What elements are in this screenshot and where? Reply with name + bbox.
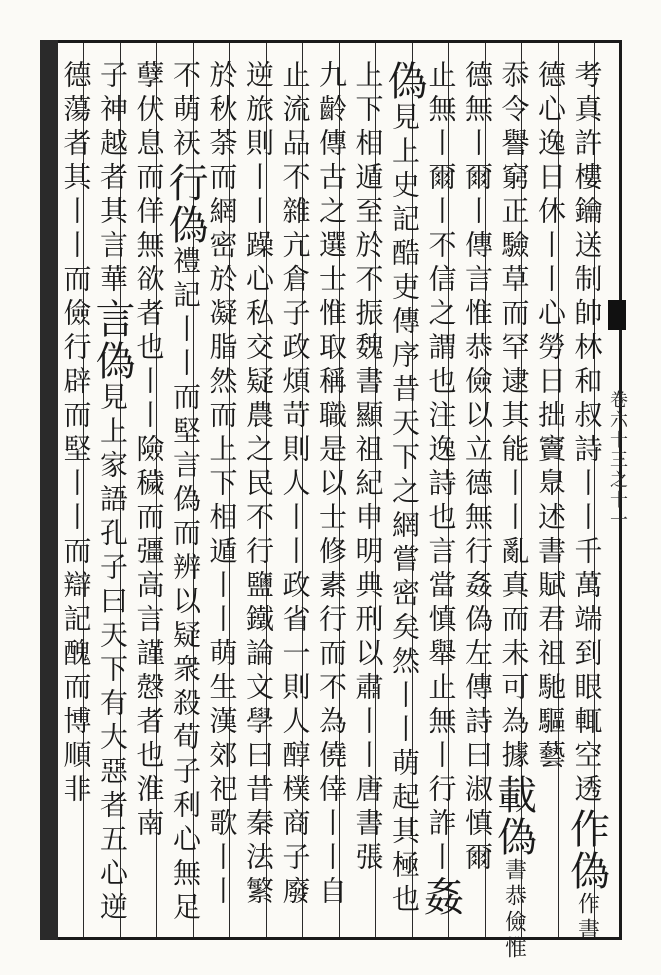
headword: 作偽 <box>563 808 610 892</box>
text-segment: 不萌祆 <box>169 60 202 162</box>
fishtail-mark <box>608 300 626 330</box>
text-segment: 見上家語孔子曰天下有大惡者五心逆 <box>96 382 129 926</box>
text-segment: 止流品不雜亢倉子政煩苛則人丨丨政省一則人醇樸商子廢 <box>278 60 312 910</box>
text-segment: 子神越者其言華 <box>96 60 129 298</box>
text-segment: 見上史記酷吏傳序昔天下之網嘗密矣然丨丨萌起其極也 <box>388 102 421 918</box>
text-segment: 德無丨爾丨傳言惟恭儉以立德無行姦偽左傳詩曰淑慎爾 <box>461 60 494 876</box>
text-segment: 九齡傳古之選士惟取稱職是以士修素行而不為僥倖丨丨自 <box>315 60 348 910</box>
text-segment: 考真許樓鑰送制帥林和叔詩 <box>570 60 604 468</box>
text-segment: 而儉行辟而堅丨丨而辯記醜而博順非 <box>59 264 93 808</box>
text-segment: 丨丨千萬端到眼輒空透 <box>570 468 604 808</box>
fascicle-label: 卷六十三之十一 <box>607 390 628 530</box>
text-segment: 禮記丨丨而堅言偽而辨以疑衆殺荀子利心無足 <box>169 246 202 926</box>
text-segment: 而佯無欲者也丨丨險穢而彊高言謹慤者也淮南 <box>132 162 166 842</box>
text-column <box>53 60 99 808</box>
headword: 載偽 <box>490 774 537 858</box>
headword: 行偽 <box>162 162 208 246</box>
text-segment: 作書 <box>574 892 600 944</box>
text-segment: 德心逸日休丨丨心勞日拙竇臮述書賦君祖馳驅藝 <box>534 60 567 774</box>
headword: 姦 <box>417 876 464 918</box>
headword: 偽 <box>381 60 427 102</box>
text-segment: 逆旅則丨丨躁心私交疑農之民不行鹽鐵論文學曰昔秦法繁 <box>242 60 275 910</box>
text-segment: 於秋荼而網密於凝脂然而上下相遁丨丨萌生漢郊祀歌丨丨 <box>205 60 239 910</box>
text-segment: 止無丨爾丨不信之謂也注逸詩也言當慎舉止無丨行詐丨 <box>424 60 458 876</box>
text-segment: 德蕩者其丨丨 <box>59 60 93 264</box>
text-segment: 孽伏息 <box>132 60 166 162</box>
headword: 言偽 <box>89 298 135 382</box>
text-segment: 忝令譽窮正驗草而罕逮其能丨丨亂真而未可為據 <box>497 60 531 774</box>
text-segment: 書恭儉惟 <box>501 858 527 962</box>
text-segment: 上下相遁至於不振魏書顯祖紀申明典刑以肅丨丨唐書張 <box>351 60 385 876</box>
